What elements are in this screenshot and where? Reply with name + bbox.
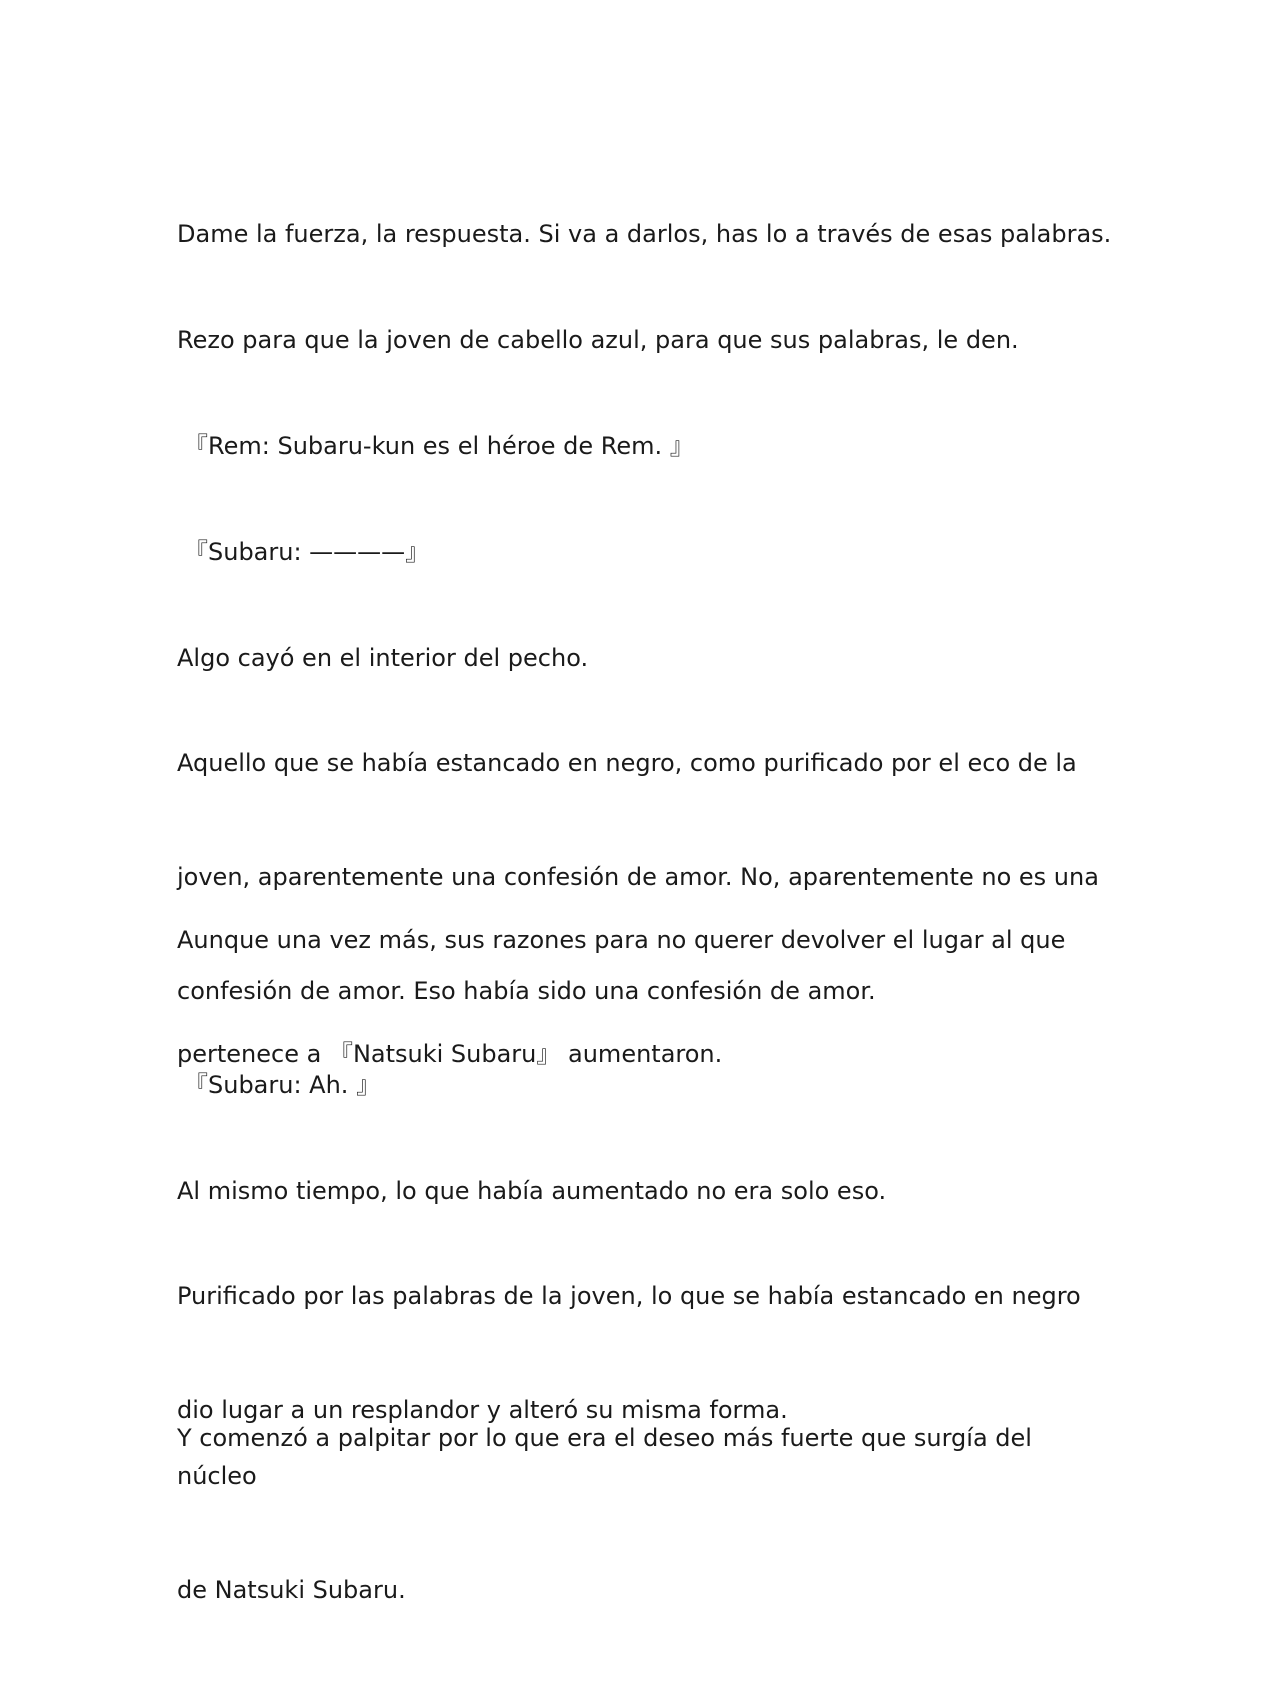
- text-line: confesión de amor. Eso había sido una confesión de amor.: [177, 977, 876, 1005]
- text-line: pertenece a 『Natsuki Subaru』 aumentaron.: [177, 1040, 723, 1068]
- text-line: Aquello que se había estancado en negro, como purificado por el eco de la: [177, 749, 1077, 777]
- text-line: Rezo para que la joven de cabello azul, para que sus palabras, le den.: [177, 326, 1019, 354]
- text-line: joven, aparentemente una confesión de amor. No, aparentemente no es una: [177, 863, 1099, 891]
- text-line: Al mismo tiempo, lo que había aumentado no era solo eso.: [177, 1177, 887, 1205]
- text-line: 『Subaru: ————』: [184, 538, 430, 566]
- text-line: de Natsuki Subaru.: [177, 1576, 406, 1604]
- text-line: Aunque una vez más, sus razones para no querer devolver el lugar al que: [177, 926, 1066, 954]
- text-line: dio lugar a un resplandor y alteró su misma forma.: [177, 1396, 788, 1424]
- text-line: Algo cayó en el interior del pecho.: [177, 644, 589, 672]
- text-line: Dame la fuerza, la respuesta. Si va a darlos, has lo a través de esas palabras.: [177, 220, 1112, 248]
- text-line: Y comenzó a palpitar por lo que era el deseo más fuerte que surgía del núcleo: [177, 1424, 1040, 1490]
- text-line: 『Rem: Subaru-kun es el héroe de Rem. 』: [184, 432, 694, 460]
- text-line: 『Subaru: Ah. 』: [184, 1071, 381, 1099]
- text-line: Purificado por las palabras de la joven, lo que se había estancado en negro: [177, 1282, 1081, 1310]
- paragraph-11: [177, 1343, 1117, 1685]
